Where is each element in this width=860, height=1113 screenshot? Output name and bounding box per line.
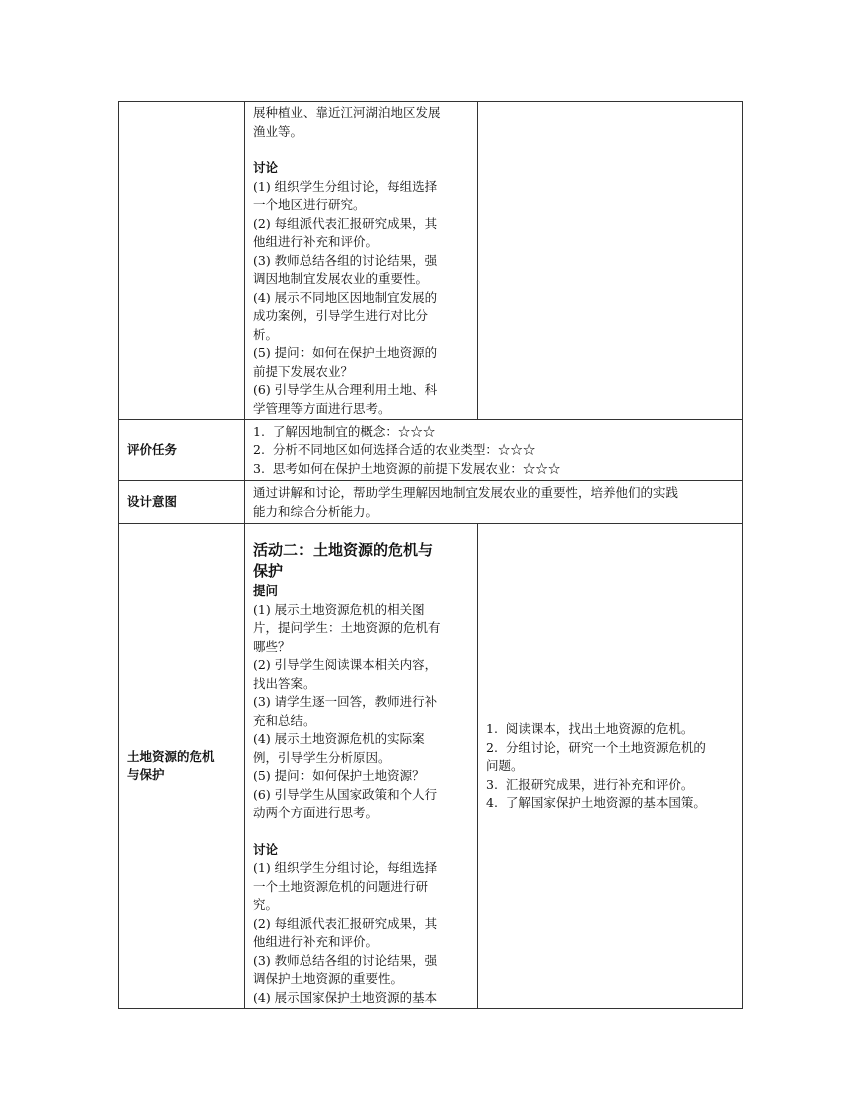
- discussion-heading: 讨论: [253, 841, 279, 857]
- row-label-design-intent: 设计意图: [119, 481, 245, 524]
- text-line: 片，提问学生：土地资源的危机有: [253, 620, 441, 635]
- text-line: (5) 提问：如何保护土地资源？: [253, 768, 425, 783]
- evaluation-item: 3. 思考如何在保护土地资源的前提下发展农业：☆☆☆: [253, 460, 561, 476]
- text-line: 他组进行补充和评价。: [253, 934, 379, 949]
- text-line: (3) 请学生逐一回答，教师进行补: [253, 694, 438, 709]
- text-line: (4) 展示不同地区因地制宜发展的: [253, 289, 438, 305]
- question-heading: 提问: [253, 583, 279, 598]
- activity-title-line: 保护: [253, 562, 284, 580]
- text-line: 哪些？: [253, 638, 291, 654]
- text-line: 通过讲解和讨论，帮助学生理解因地制宜发展农业的重要性，培养他们的实践: [253, 485, 679, 500]
- text-line: (3) 教师总结各组的讨论结果，强: [253, 252, 438, 268]
- text-line: 渔业等。: [253, 123, 304, 139]
- student-activity-item: 4. 了解国家保护土地资源的基本国策。: [486, 795, 706, 811]
- text-line: 究。: [253, 897, 279, 912]
- text-line: 析。: [253, 326, 279, 342]
- text-line: 学管理等方面进行思考。: [253, 400, 391, 416]
- text-line: 调因地制宜发展农业的重要性。: [253, 271, 429, 286]
- text-line: 一个土地资源危机的问题进行研: [253, 878, 429, 894]
- row-label-evaluation: 评价任务: [119, 420, 245, 481]
- text-line: 充和总结。: [253, 712, 316, 728]
- text-line: 找出答案。: [253, 675, 316, 691]
- text-line: (5) 提问：如何在保护土地资源的: [253, 345, 438, 360]
- lesson-plan-table: [118, 101, 743, 1009]
- text-line: 成功案例，引导学生进行对比分: [253, 308, 429, 323]
- table-row-evaluation: [119, 420, 743, 481]
- text-line: 动两个方面进行思考。: [253, 805, 379, 820]
- discussion-heading: 讨论: [253, 160, 279, 175]
- text-line: (3) 教师总结各组的讨论结果，强: [253, 952, 438, 968]
- evaluation-cell: [245, 420, 743, 481]
- text-line: (2) 引导学生阅读课本相关内容，: [253, 657, 438, 672]
- student-activity-cell-empty: [478, 102, 743, 420]
- student-activity-item: 2. 分组讨论，研究一个土地资源危机的: [486, 739, 706, 755]
- design-intent-cell: [245, 481, 743, 524]
- text-line: (4) 展示土地资源危机的实际案: [253, 731, 425, 746]
- text-line: 一个地区进行研究。: [253, 197, 366, 212]
- text-line: (1) 组织学生分组讨论，每组选择: [253, 860, 438, 875]
- text-line: (6) 引导学生从国家政策和个人行: [253, 786, 438, 802]
- table-row-design-intent: [119, 481, 743, 524]
- table-row-land-resources: [119, 524, 743, 1009]
- student-activity-item: 1. 阅读课本，找出土地资源的危机。: [486, 721, 694, 737]
- evaluation-item: 2. 分析不同地区如何选择合适的农业类型：☆☆☆: [253, 442, 536, 458]
- activity-cell-land-resources: [245, 524, 478, 1009]
- student-activity-cell: [478, 524, 743, 1009]
- activity-title: [253, 540, 469, 582]
- table-row-continued-activity: [119, 102, 743, 420]
- row-label-land-resources: [119, 524, 245, 1009]
- text-line: 调保护土地资源的重要性。: [253, 971, 404, 986]
- text-line: (1) 组织学生分组讨论，每组选择: [253, 178, 438, 194]
- text-line: 展种植业、靠近江河湖泊地区发展: [253, 105, 441, 120]
- text-line: 能力和综合分析能力。: [253, 503, 379, 519]
- text-line: 他组进行补充和评价。: [253, 234, 379, 249]
- evaluation-item: 1. 了解因地制宜的概念：☆☆☆: [253, 423, 436, 439]
- activity-cell-continued: [245, 102, 478, 420]
- row-label-line: 土地资源的危机: [127, 749, 215, 764]
- row-label-line: 与保护: [127, 767, 165, 782]
- activity-title-line: 活动二：土地资源的危机与: [253, 541, 434, 559]
- text-line: (4) 展示国家保护土地资源的基本: [253, 989, 438, 1005]
- text-line: (6) 引导学生从合理利用土地、科: [253, 382, 438, 397]
- text-line: (2) 每组派代表汇报研究成果，其: [253, 915, 438, 931]
- student-activity-item: 3. 汇报研究成果，进行补充和评价。: [486, 776, 694, 792]
- text-line: 前提下发展农业？: [253, 363, 354, 379]
- text-line: (1) 展示土地资源危机的相关图: [253, 601, 425, 617]
- text-line: (2) 每组派代表汇报研究成果，其: [253, 215, 438, 231]
- student-activity-item: 问题。: [486, 758, 524, 774]
- text-line: 例，引导学生分析原因。: [253, 749, 391, 765]
- row-label-empty: [119, 102, 245, 420]
